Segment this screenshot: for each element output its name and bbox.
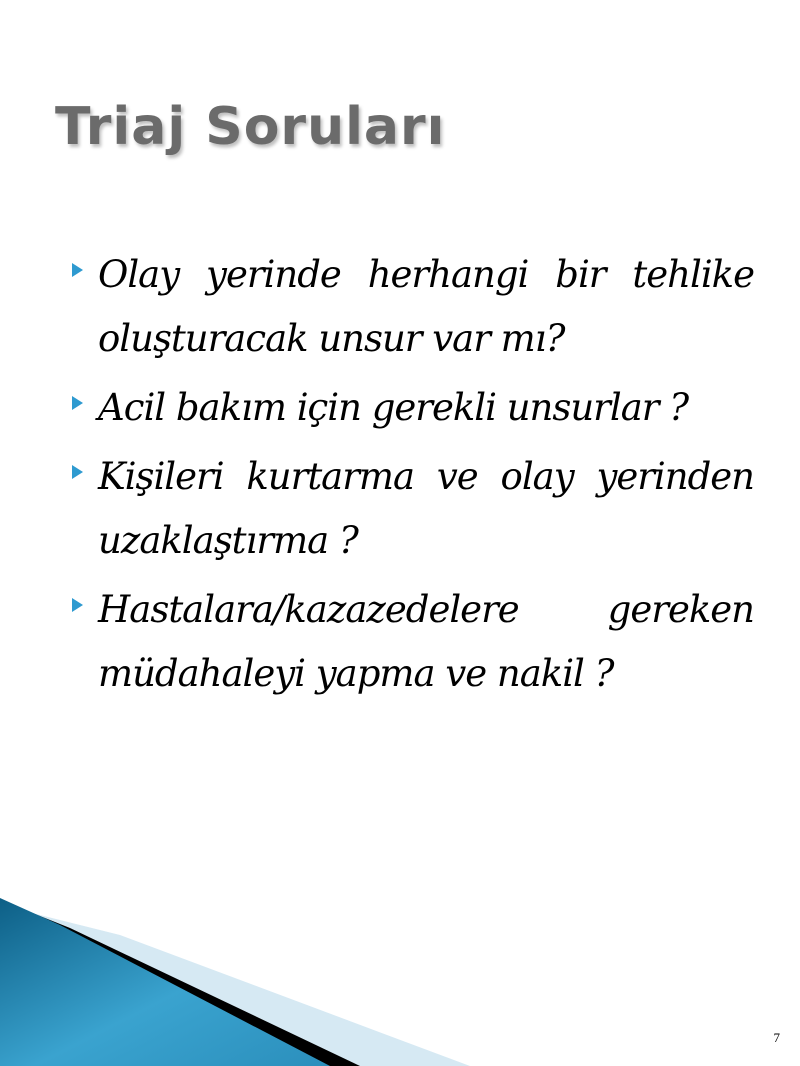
bullet-text: Hastalara/kazazedelere gereken müdahaleyi yapma ve nakil ? [98,588,754,695]
slide-title: Triaj Soruları [55,97,446,157]
bullet-text: Olay yerinde herhangi bir tehlike oluşturacak unsur var mı? [98,253,754,360]
bullet-text: Acil bakım için gerekli unsurlar ? [98,386,689,429]
bullet-text: Kişileri kurtarma ve olay yerinden uzaklaştırma ? [98,455,754,562]
page-number: 7 [773,1030,780,1045]
corner-blue-band [0,898,330,1066]
